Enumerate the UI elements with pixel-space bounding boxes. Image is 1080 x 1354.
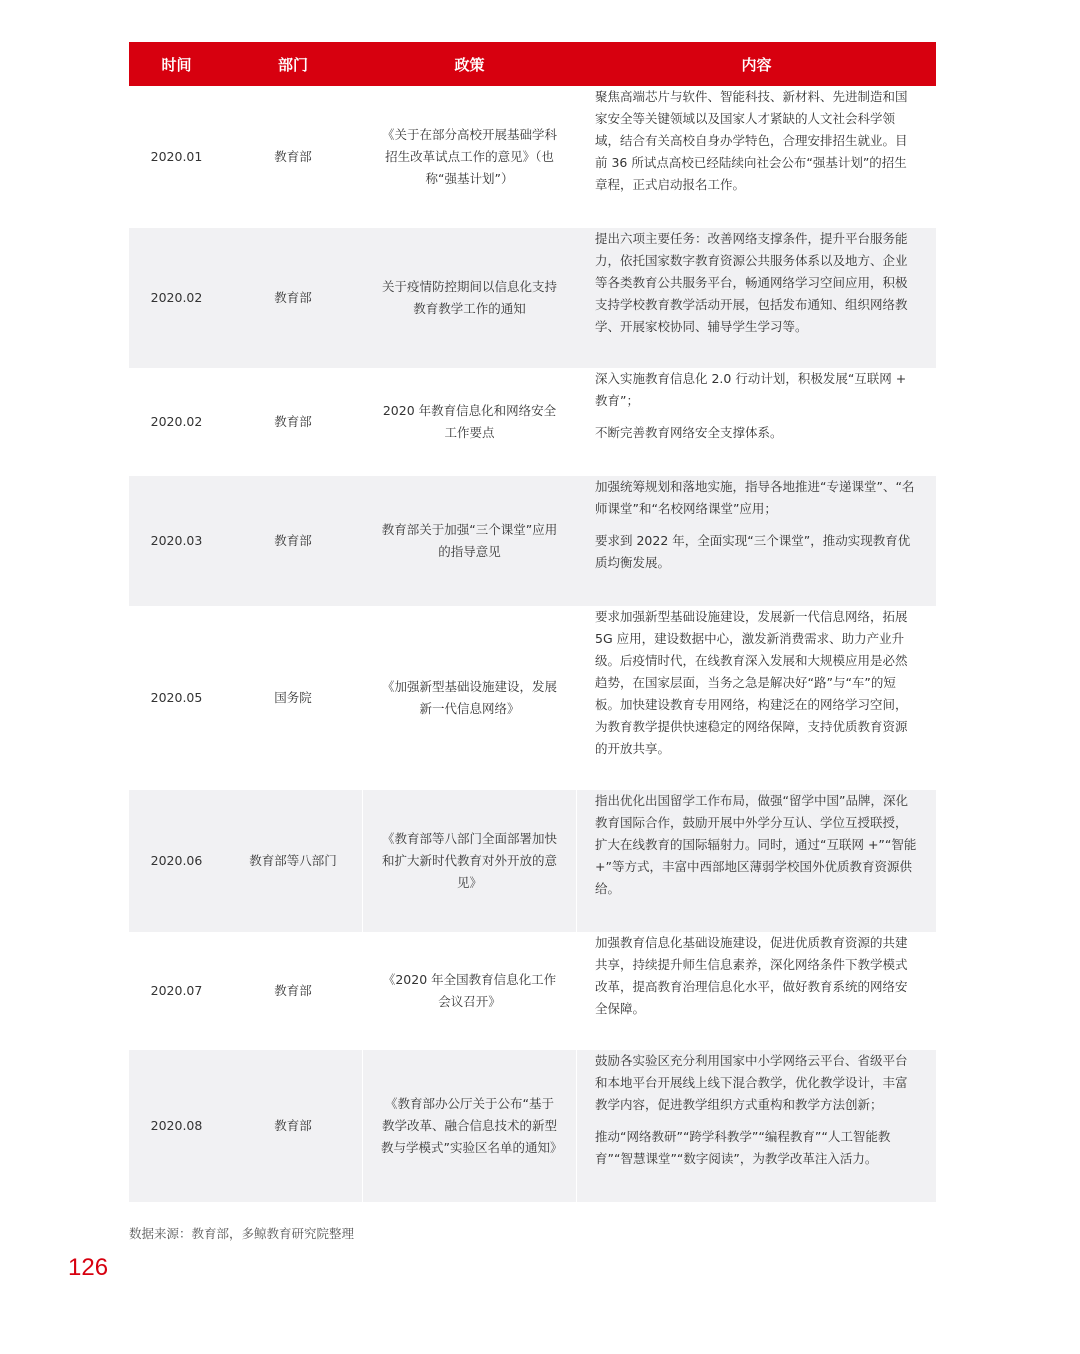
table-row — [129, 1050, 936, 1202]
cell-policy: 《关于在部分高校开展基础学科招生改革试点工作的意见》（也称“强基计划”） — [381, 127, 557, 186]
header-time: 时间 — [161, 55, 192, 74]
cell-dept: 教育部 — [274, 414, 312, 429]
cell-content — [577, 932, 936, 1050]
cell-dept: 教育部 — [274, 983, 312, 998]
content-paragraph: 提出六项主要任务：改善网络支撑条件，提升平台服务能力，依托国家数字教育资源公共服务体系以及地方、企业等各类教育公共服务平台，畅通网络学习空间应用，积极支持学校教育教学活动开展，包括发布通知、组织网络教学、开展家校协同、辅导学生学习等。 — [595, 231, 908, 334]
table-body — [129, 86, 936, 1202]
content-paragraph: 聚焦高端芯片与软件、智能科技、新材料、先进制造和国家安全等关键领域以及国家人才紧缺的人文社会科学领域，结合有关高校自身办学特色，合理安排招生就业。目前 36 所试点高校已经陆续向社会公布“强基计划”的招生章程，正式启动报名工作。 — [595, 89, 908, 192]
content-paragraph: 鼓励各实验区充分利用国家中小学网络云平台、省级平台和本地平台开展线上线下混合教学，优化教学设计，丰富教学内容，促进教学组织方式重构和教学方法创新； — [595, 1053, 908, 1112]
header-dept: 部门 — [277, 55, 308, 74]
cell-content — [577, 606, 936, 790]
cell-content — [577, 476, 936, 606]
cell-content — [577, 368, 936, 476]
table-row — [129, 476, 936, 606]
cell-time: 2020.03 — [150, 533, 203, 548]
header-content: 内容 — [741, 55, 772, 74]
cell-dept: 教育部 — [274, 290, 312, 305]
cell-content — [577, 1050, 936, 1202]
cell-time: 2020.01 — [150, 149, 203, 164]
table-row — [129, 932, 936, 1050]
cell-policy: 《教育部办公厅关于公布“基于教学改革、融合信息技术的新型教与学模式”实验区名单的通知》 — [362, 1050, 577, 1202]
table-row — [129, 228, 936, 368]
cell-time: 2020.02 — [150, 290, 203, 305]
table-row — [129, 790, 936, 932]
cell-policy: 关于疫情防控期间以信息化支持教育教学工作的通知 — [381, 279, 557, 316]
data-source-note: 数据来源：教育部，多鲸教育研究院整理 — [129, 1226, 355, 1241]
cell-time: 2020.06 — [150, 853, 203, 868]
cell-dept: 教育部 — [274, 149, 312, 164]
table-header — [129, 42, 936, 86]
cell-policy: 《2020 年全国教育信息化工作会议召开》 — [382, 972, 557, 1009]
cell-content — [577, 228, 936, 368]
cell-dept: 国务院 — [274, 690, 312, 705]
header-policy: 政策 — [454, 55, 485, 74]
content-paragraph: 推动“网络教研”“跨学科教学”“编程教育”“人工智能教育”“智慧课堂”“数字阅读”，为教学改革注入活力。 — [595, 1129, 891, 1166]
cell-policy: 《加强新型基础设施建设，发展新一代信息网络》 — [381, 679, 557, 716]
cell-time: 2020.02 — [150, 414, 203, 429]
cell-policy: 2020 年教育信息化和网络安全工作要点 — [382, 403, 557, 440]
table-row — [129, 86, 936, 228]
table-row — [129, 368, 936, 476]
cell-content — [577, 86, 936, 228]
cell-time: 2020.07 — [150, 983, 203, 998]
content-paragraph: 深入实施教育信息化 2.0 行动计划，积极发展“互联网 + 教育”； — [595, 371, 907, 408]
cell-dept: 教育部 — [274, 533, 312, 548]
cell-content — [577, 790, 936, 932]
policy-table — [129, 42, 936, 1202]
content-paragraph: 要求到 2022 年，全面实现“三个课堂”，推动实现教育优质均衡发展。 — [595, 533, 911, 570]
content-paragraph: 要求加强新型基础设施建设，发展新一代信息网络，拓展 5G 应用，建设数据中心，激发新消费需求、助力产业升级。后疫情时代，在线教育深入发展和大规模应用是必然趋势，在国家层面，当务之急是解决好“路”与“车”的短板。加快建设教育专用网络，构建泛在的网络学习空间，为教育教学提供快速稳定的网络保障，支持优质教育资源的开放共享。 — [595, 609, 908, 756]
cell-policy: 教育部关于加强“三个课堂”应用的指导意见 — [381, 522, 558, 559]
cell-dept: 教育部 — [274, 1118, 312, 1133]
cell-time: 2020.05 — [150, 690, 203, 705]
table-row — [129, 606, 936, 790]
content-paragraph: 指出优化出国留学工作布局，做强“留学中国”品牌，深化教育国际合作，鼓励开展中外学分互认、学位互授联授，扩大在线教育的国际辐射力。同时，通过“互联网 +”“智能 +”等方式，丰富中西部地区薄弱学校国外优质教育资源供给。 — [595, 793, 917, 896]
cell-time: 2020.08 — [150, 1118, 203, 1133]
content-paragraph: 加强统筹规划和落地实施，指导各地推进“专递课堂”、“名师课堂”和“名校网络课堂”应用； — [595, 479, 915, 516]
page-number: 126 — [68, 1254, 109, 1281]
cell-policy: 《教育部等八部门全面部署加快和扩大新时代教育对外开放的意见》 — [362, 790, 577, 932]
content-paragraph: 加强教育信息化基础设施建设，促进优质教育资源的共建共享，持续提升师生信息素养，深化网络条件下教学模式改革，提高教育治理信息化水平，做好教育系统的网络安全保障。 — [595, 935, 908, 1016]
cell-dept: 教育部等八部门 — [249, 853, 337, 868]
content-paragraph: 不断完善教育网络安全支撑体系。 — [595, 425, 783, 440]
